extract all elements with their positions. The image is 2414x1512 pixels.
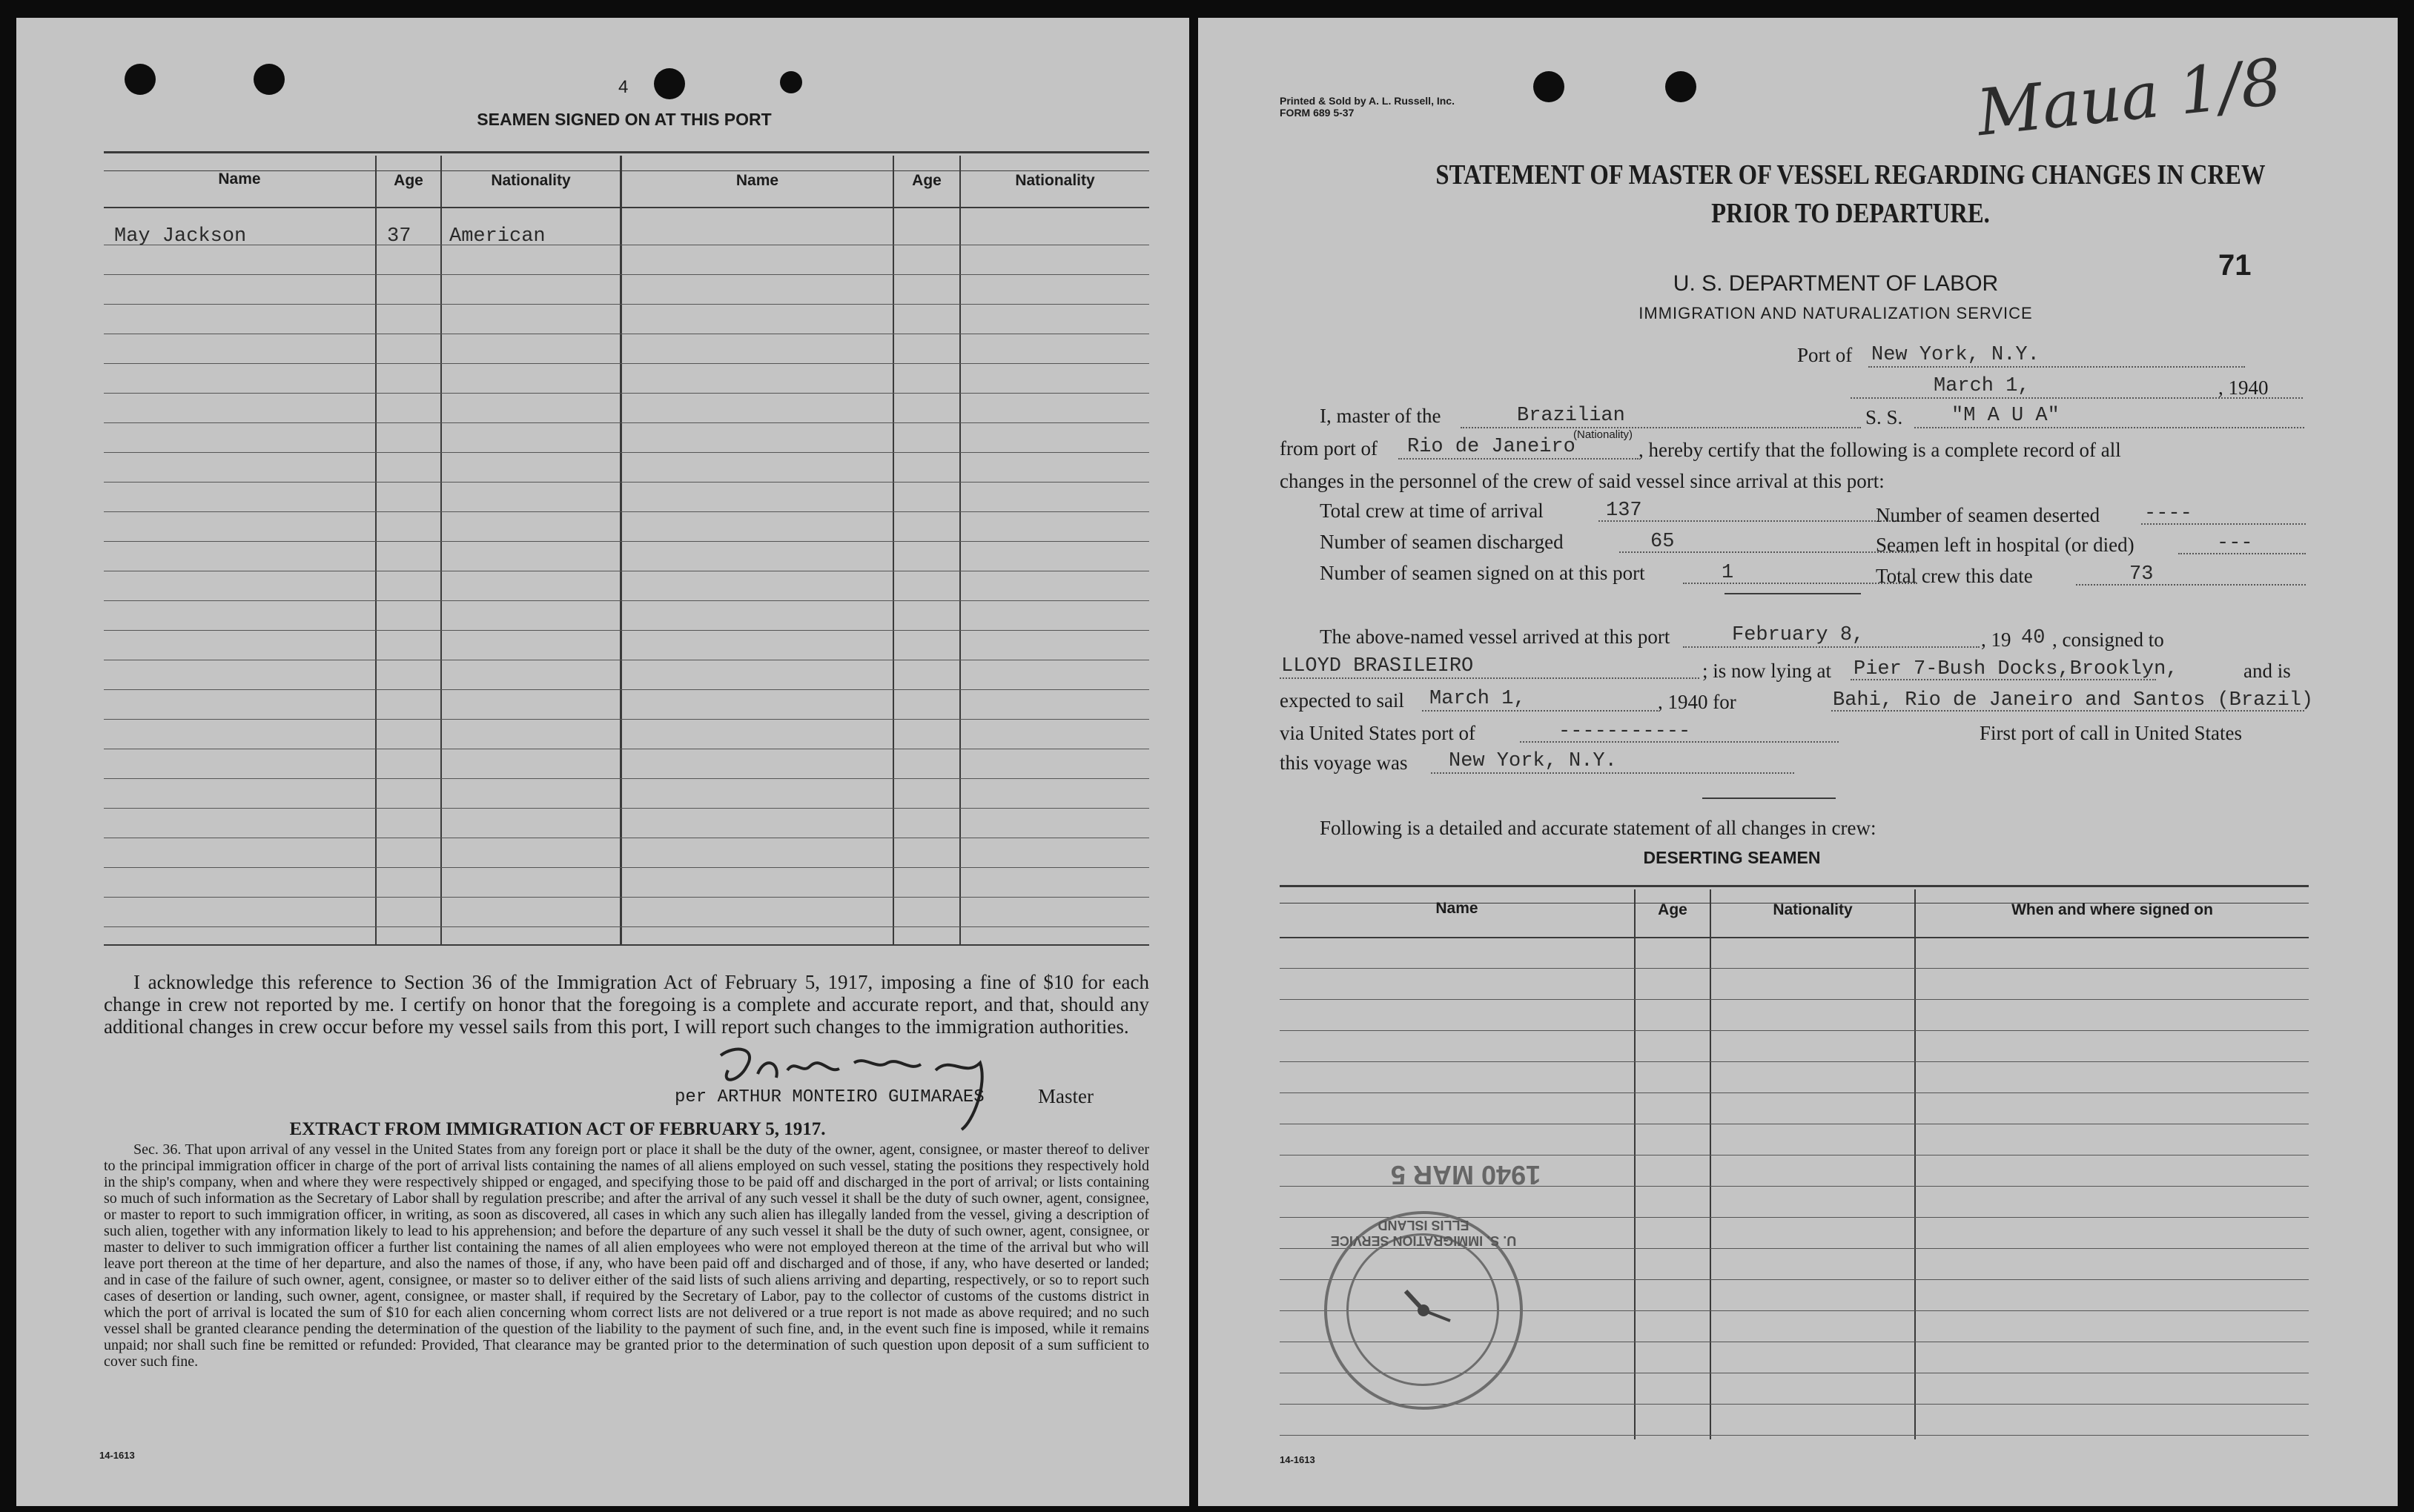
stamp-date: 1940 MAR 5 bbox=[1391, 1160, 1541, 1190]
table-row-rule bbox=[1280, 1061, 2309, 1062]
form-code: 14-1613 bbox=[1280, 1454, 1315, 1465]
table-row-rule bbox=[104, 600, 1149, 601]
certify-text-2: changes in the personnel of the crew of said vessel since arrival at this port: bbox=[1280, 470, 1885, 492]
col-header-nationality: Nationality bbox=[491, 172, 571, 189]
table-row-rule bbox=[1280, 999, 2309, 1000]
certify-text: , hereby certify that the following is a complete record of all bbox=[1638, 439, 2121, 461]
page-number: 4 bbox=[618, 77, 629, 97]
arrived-line bbox=[1683, 646, 1980, 648]
expected-value: March 1, bbox=[1429, 688, 1526, 710]
arrived-year-value: 40 bbox=[2021, 627, 2046, 649]
form-code: 14-1613 bbox=[99, 1450, 135, 1461]
deserting-heading: DESERTING SEAMEN bbox=[1643, 848, 1821, 867]
table-row-rule bbox=[104, 304, 1149, 305]
total-date-line bbox=[2076, 584, 2306, 586]
arrived-year-prefix: , 19 bbox=[1981, 629, 2011, 651]
total-crew-value: 137 bbox=[1606, 500, 1642, 522]
extract-text: Sec. 36. That upon arrival of any vessel in the United States from any foreign port or place it shall be the duty of the owner, agent, consignee, or master thereof to deliver to the principal immigration officer in charge of the port of arrival lists containing the names of all aliens employed on such vessel, stating the positions they respectively hold in the ship's company, when and where they were respectively shipped or engaged, and specifying those to be paid off and discharged in the port of arrival; or lists containing so much of such information as the Secretary of Labor shall by regulation prescribe; and after the arrival of any such vessel it shall be the duty of such owner, agent, consignee, or master to report to such immigration officer, in writing, as soon as discovered, all cases in which any such alien has illegally landed from the vessel, giving a description of such alien, together with any information likely to lead to his apprehension; and before the departure of any such vessel it shall be the duty of such owner, agent, consignee, or master to deliver to such immigration officer a further list containing the names of all alien employees who were not employed thereon at the time of the arrival but who will leave port thereon at the time of her departure, and also the names of those, if any, who have been paid off and discharged and of those, if any, who have deserted or landed; and in case of the failure of such owner, agent, consignee, or master so to deliver either of the said lists of such aliens arriving and departing, respectively, or so to report such cases of desertion or landing, such owner, agent, consignee, or master shall, if required by the Secretary of Labor, pay to the collector of customs of the customs district in which the port of arrival is located the sum of $10 for each alien concerning whom correct lists are not delivered or a true report is not made as above required; and no such vessel shall be granted clearance pending the determination of the question of the liability to the payment of such fine, and, in the event such fine is imposed, while it remains unpaid; nor shall such fine be remitted or refunded: Provided, That clearance may be granted prior to the determination of such question upon deposit of a sum sufficient to cover such fine. bbox=[104, 1141, 1149, 1370]
following-text: Following is a detailed and accurate statement of all changes in crew: bbox=[1320, 817, 1876, 839]
table-row-rule bbox=[104, 719, 1149, 720]
nationality-value: Brazilian bbox=[1517, 405, 1625, 427]
from-port-line bbox=[1398, 458, 1638, 460]
via-label: via United States port of bbox=[1280, 722, 1475, 744]
table-row-rule bbox=[1280, 1092, 2309, 1093]
left-page bbox=[16, 18, 1189, 1506]
table-row-rule bbox=[104, 541, 1149, 542]
master-label: I, master of the bbox=[1320, 405, 1441, 427]
form-title bbox=[1392, 156, 2309, 233]
total-crew-label: Total crew at time of arrival bbox=[1320, 500, 1544, 522]
title-line-1: STATEMENT OF MASTER OF VESSEL REGARDING CHANGES IN CREW bbox=[1435, 159, 2266, 190]
table-row-name: May Jackson bbox=[114, 225, 247, 248]
hospital-label: Seamen left in hospital (or died) bbox=[1876, 534, 2134, 556]
total-date-value: 73 bbox=[2129, 563, 2154, 586]
table-top-rule bbox=[1280, 885, 2309, 887]
table-row-rule bbox=[104, 452, 1149, 453]
punch-hole bbox=[125, 64, 156, 95]
table-header-rule bbox=[1280, 937, 2309, 938]
discharged-label: Number of seamen discharged bbox=[1320, 531, 1564, 553]
service-name: IMMIGRATION AND NATURALIZATION SERVICE bbox=[1638, 304, 2033, 322]
lying-value: Pier 7-Bush Docks,Brooklyn, bbox=[1854, 658, 2178, 680]
table-row-rule bbox=[1280, 968, 2309, 969]
col-divider bbox=[1710, 889, 1711, 1439]
total-date-label: Total crew this date bbox=[1876, 565, 2033, 587]
consigned-label: , consigned to bbox=[2052, 629, 2164, 651]
department-name: U. S. DEPARTMENT OF LABOR bbox=[1673, 271, 1999, 296]
col-divider bbox=[1914, 889, 1916, 1439]
punch-hole bbox=[1533, 71, 1564, 102]
signed-on-heading: SEAMEN SIGNED ON AT THIS PORT bbox=[477, 110, 772, 129]
ss-label: S. S. bbox=[1865, 406, 1903, 428]
col-header-name: Name bbox=[1435, 900, 1478, 917]
port-line bbox=[1868, 366, 2245, 368]
table-row-rule bbox=[104, 897, 1149, 898]
printer-line-2: FORM 689 5-37 bbox=[1280, 107, 1355, 119]
signed-on-value: 1 bbox=[1722, 562, 1734, 584]
stamp-text: U. S. IMMIGRATION SERVICE ELLIS ISLAND bbox=[1330, 1218, 1517, 1248]
table-row-rule bbox=[1280, 1030, 2309, 1031]
total-crew-line bbox=[1598, 520, 1917, 522]
col-header-nationality-2: Nationality bbox=[1015, 172, 1095, 189]
first-port-label: First port of call in United States bbox=[1980, 722, 2242, 744]
voyage-line bbox=[1431, 772, 1794, 774]
table-row-rule bbox=[104, 393, 1149, 394]
hospital-value: --- bbox=[2217, 532, 2253, 554]
punch-hole bbox=[254, 64, 285, 95]
table-row-rule bbox=[104, 274, 1149, 275]
arrived-label: The above-named vessel arrived at this port bbox=[1320, 626, 1670, 648]
expected-label: expected to sail bbox=[1280, 689, 1404, 712]
table-row-rule bbox=[104, 926, 1149, 927]
consignee-value: LLOYD BRASILEIRO bbox=[1281, 655, 1474, 677]
nationality-line bbox=[1461, 427, 1861, 428]
lying-label: ; is now lying at bbox=[1702, 660, 1831, 682]
col-header-name: Name bbox=[218, 170, 261, 188]
col-header-age-2: Age bbox=[912, 172, 942, 189]
arrived-value: February 8, bbox=[1732, 624, 1865, 646]
table-row-nationality: American bbox=[449, 225, 546, 248]
punch-hole bbox=[654, 68, 685, 99]
table-row-rule bbox=[104, 808, 1149, 809]
table-bottom-rule bbox=[104, 944, 1149, 946]
port-value: New York, N.Y. bbox=[1871, 344, 2040, 366]
handwritten-note: Maua 1/8 bbox=[1973, 44, 2285, 151]
printer-credit bbox=[1280, 95, 1455, 119]
date-year: , 1940 bbox=[2218, 377, 2269, 399]
col-header-name-2: Name bbox=[735, 172, 779, 189]
section-divider bbox=[1702, 798, 1836, 799]
col-header-age: Age bbox=[1658, 901, 1687, 918]
signed-on-label: Number of seamen signed on at this port bbox=[1320, 562, 1645, 584]
table-row-rule bbox=[104, 511, 1149, 512]
table-row-age: 37 bbox=[387, 225, 411, 248]
date-value: March 1, bbox=[1934, 375, 2030, 397]
expected-line bbox=[1422, 710, 1658, 712]
table-top-rule bbox=[104, 151, 1149, 153]
from-port-value: Rio de Janeiro bbox=[1407, 436, 1575, 458]
and-is-label: and is bbox=[2243, 660, 2291, 682]
table-row-rule bbox=[104, 630, 1149, 631]
via-value: ----------- bbox=[1558, 720, 1691, 743]
section-divider bbox=[1724, 593, 1861, 594]
printer-line-1: Printed & Sold by A. L. Russell, Inc. bbox=[1280, 95, 1455, 107]
col-header-nationality: Nationality bbox=[1773, 901, 1853, 918]
col-header-age: Age bbox=[394, 172, 423, 189]
title-line-2: PRIOR TO DEPARTURE. bbox=[1711, 198, 1990, 229]
table-row-rule bbox=[104, 689, 1149, 690]
table-row-rule bbox=[1280, 1435, 2309, 1436]
punch-hole bbox=[1665, 71, 1696, 102]
ship-name: "M A U A" bbox=[1951, 405, 2060, 427]
punch-hole bbox=[780, 71, 802, 93]
voyage-value: New York, N.Y. bbox=[1449, 750, 1617, 772]
from-port-label: from port of bbox=[1280, 437, 1378, 460]
right-page bbox=[1198, 18, 2398, 1506]
discharged-value: 65 bbox=[1650, 531, 1675, 553]
destination-value: Bahi, Rio de Janeiro and Santos (Brazil) bbox=[1833, 689, 2314, 712]
port-label: Port of bbox=[1797, 344, 1853, 366]
col-divider bbox=[1634, 889, 1636, 1439]
table-row-rule bbox=[104, 778, 1149, 779]
extract-title: EXTRACT FROM IMMIGRATION ACT OF FEBRUARY 5, 1917. bbox=[289, 1119, 826, 1139]
for-label: , 1940 for bbox=[1658, 691, 1736, 713]
table-row-rule bbox=[104, 422, 1149, 423]
immigration-stamp bbox=[1324, 1211, 1523, 1410]
deserted-label: Number of seamen deserted bbox=[1876, 504, 2100, 526]
voyage-label: this voyage was bbox=[1280, 752, 1408, 774]
consignee-line bbox=[1280, 677, 1699, 679]
col-header-signed-on: When and where signed on bbox=[2011, 901, 2213, 918]
table-header-rule bbox=[104, 207, 1149, 208]
ship-line bbox=[1914, 427, 2304, 428]
signature-per: per ARTHUR MONTEIRO GUIMARAES bbox=[675, 1087, 985, 1107]
table-row-rule bbox=[104, 867, 1149, 868]
document-number: 71 bbox=[2218, 249, 2252, 282]
signature-master-label: Master bbox=[1038, 1085, 1094, 1107]
acknowledgement-text: I acknowledge this reference to Section 36 of the Immigration Act of February 5, 1917, imposing a fine of $10 for each change in crew not reported by me. I certify on honor that the foregoing is a complete and accurate report, and that, should any additional changes in crew occur before my vessel sails from this port, I will report such changes to the immigration authorities. bbox=[104, 971, 1149, 1038]
deserted-value: ---- bbox=[2144, 503, 2192, 525]
nationality-caption: (Nationality) bbox=[1573, 428, 1633, 441]
table-row-rule bbox=[104, 482, 1149, 483]
table-row-rule bbox=[104, 363, 1149, 364]
